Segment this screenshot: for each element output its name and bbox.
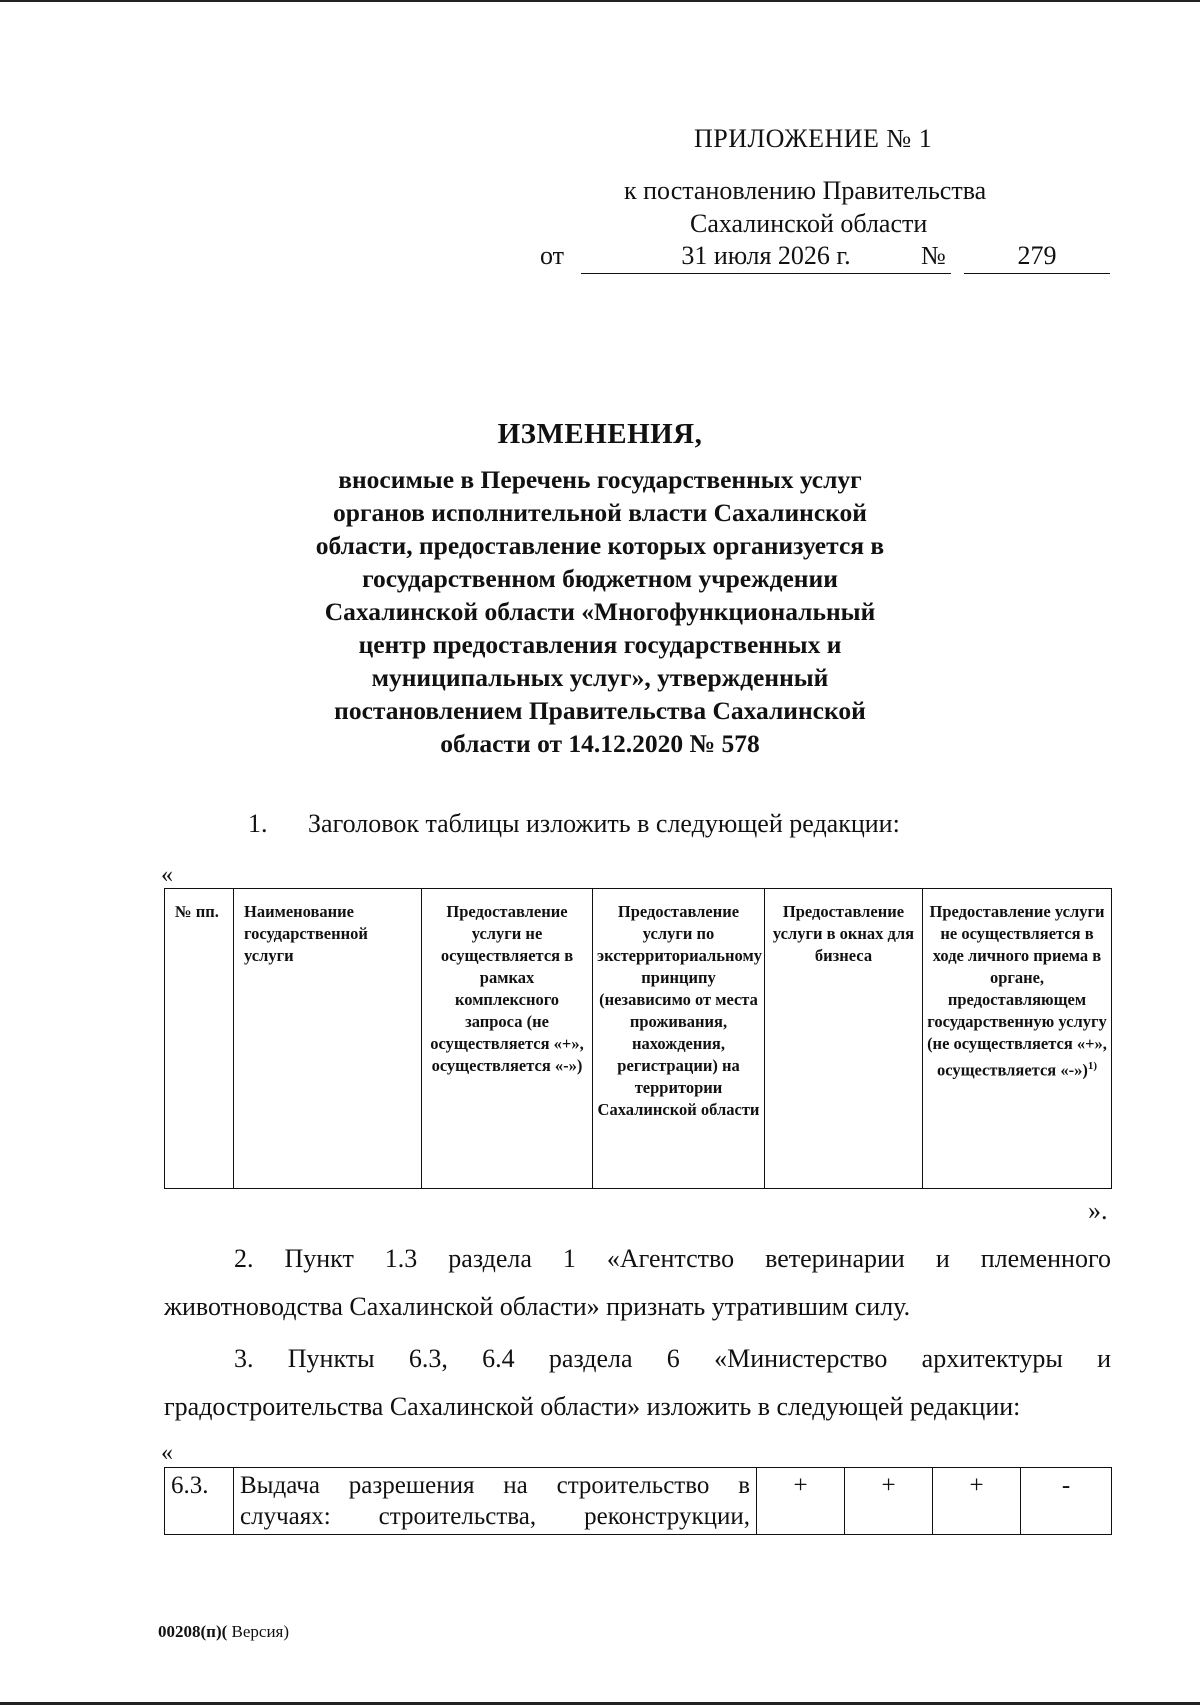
paragraph-3-line1: 3. Пункты 6.3, 6.4 раздела 6 «Министерство архитектуры и xyxy=(234,1344,1111,1373)
paragraph-3 xyxy=(164,1335,1111,1431)
item-1-text: Заголовок таблицы изложить в следующей редакции: xyxy=(308,809,900,838)
table-row xyxy=(165,1468,1112,1535)
resolution-reference-line1: к постановлению Правительства xyxy=(624,176,987,205)
open-quote-2: « xyxy=(161,1440,173,1466)
column-service-name: Наименование государственной услуги xyxy=(234,889,422,1189)
item-1-number: 1. xyxy=(248,809,268,838)
header-table xyxy=(164,888,1112,1189)
row-complex-request-value: + xyxy=(757,1468,845,1535)
open-quote: « xyxy=(161,862,173,888)
column-personal-reception-text: Предоставление услуги не осуществляется в ходе личного приема в органе, предоставляющем государственную услугу (не осуществляется «+», осуществляется «-») xyxy=(927,902,1107,1080)
paragraph-2-line2: животноводства Сахалинской области» признать утратившим силу. xyxy=(164,1292,911,1321)
column-extraterritorial: Предоставление услуги по экстерриториальному принципу (независимо от места проживания, нахождения, регистрации) на территории Сахалинской области xyxy=(593,889,765,1189)
service-row-table xyxy=(164,1467,1112,1535)
row-personal-reception-value: - xyxy=(1021,1468,1112,1535)
row-extraterritorial-value: + xyxy=(845,1468,933,1535)
footer-version: Версия) xyxy=(227,1622,290,1641)
resolution-number: 279 xyxy=(964,241,1110,274)
column-business-windows: Предоставление услуги в окнах для бизнеса xyxy=(765,889,923,1189)
footer-document-code xyxy=(158,1622,289,1642)
row-service-name: Выдача разрешения на строительство в случаях: строительства, реконструкции, xyxy=(234,1468,757,1535)
close-quote: ». xyxy=(1088,1196,1108,1225)
document-subtitle: вносимые в Перечень государственных услуг органов исполнительной власти Сахалинской области, предоставление которых организуется в государственном бюджетном учреждении Сахалинской области «Многофункциональный центр предоставления государственных и муниципальных услуг», утвержденный постановлением Правительства Сахалинской области от 14.12.2020 № 578 xyxy=(315,465,885,758)
item-1 xyxy=(248,809,900,839)
number-label: № xyxy=(921,241,946,270)
column-personal-reception xyxy=(923,889,1112,1189)
paragraph-3-line2: градостроительства Сахалинской области» изложить в следующей редакции: xyxy=(164,1392,1021,1421)
from-label: от xyxy=(540,241,565,270)
resolution-date-row xyxy=(540,241,1110,277)
resolution-date: 31 июля 2026 г. xyxy=(581,241,951,274)
column-number: № пп. xyxy=(165,889,234,1189)
paragraph-2-line1: 2. Пункт 1.3 раздела 1 «Агентство ветеринарии и племенного xyxy=(234,1244,1111,1273)
page-top-edge xyxy=(0,0,1200,2)
document-title: ИЗМЕНЕНИЯ, xyxy=(497,418,703,450)
appendix-title: ПРИЛОЖЕНИЕ № 1 xyxy=(694,124,933,153)
row-business-windows-value: + xyxy=(933,1468,1021,1535)
column-complex-request: Предоставление услуги не осуществляется в рамках комплексного запроса (не осуществляется «+», осуществляется «-») xyxy=(422,889,593,1189)
paragraph-2 xyxy=(164,1235,1111,1331)
footer-code: 00208(п)( xyxy=(158,1622,228,1641)
row-number: 6.3. xyxy=(165,1468,234,1535)
footnote-marker: 1) xyxy=(1087,1060,1098,1072)
header-row xyxy=(165,889,1112,1189)
resolution-reference-line2: Сахалинской области xyxy=(690,209,928,238)
